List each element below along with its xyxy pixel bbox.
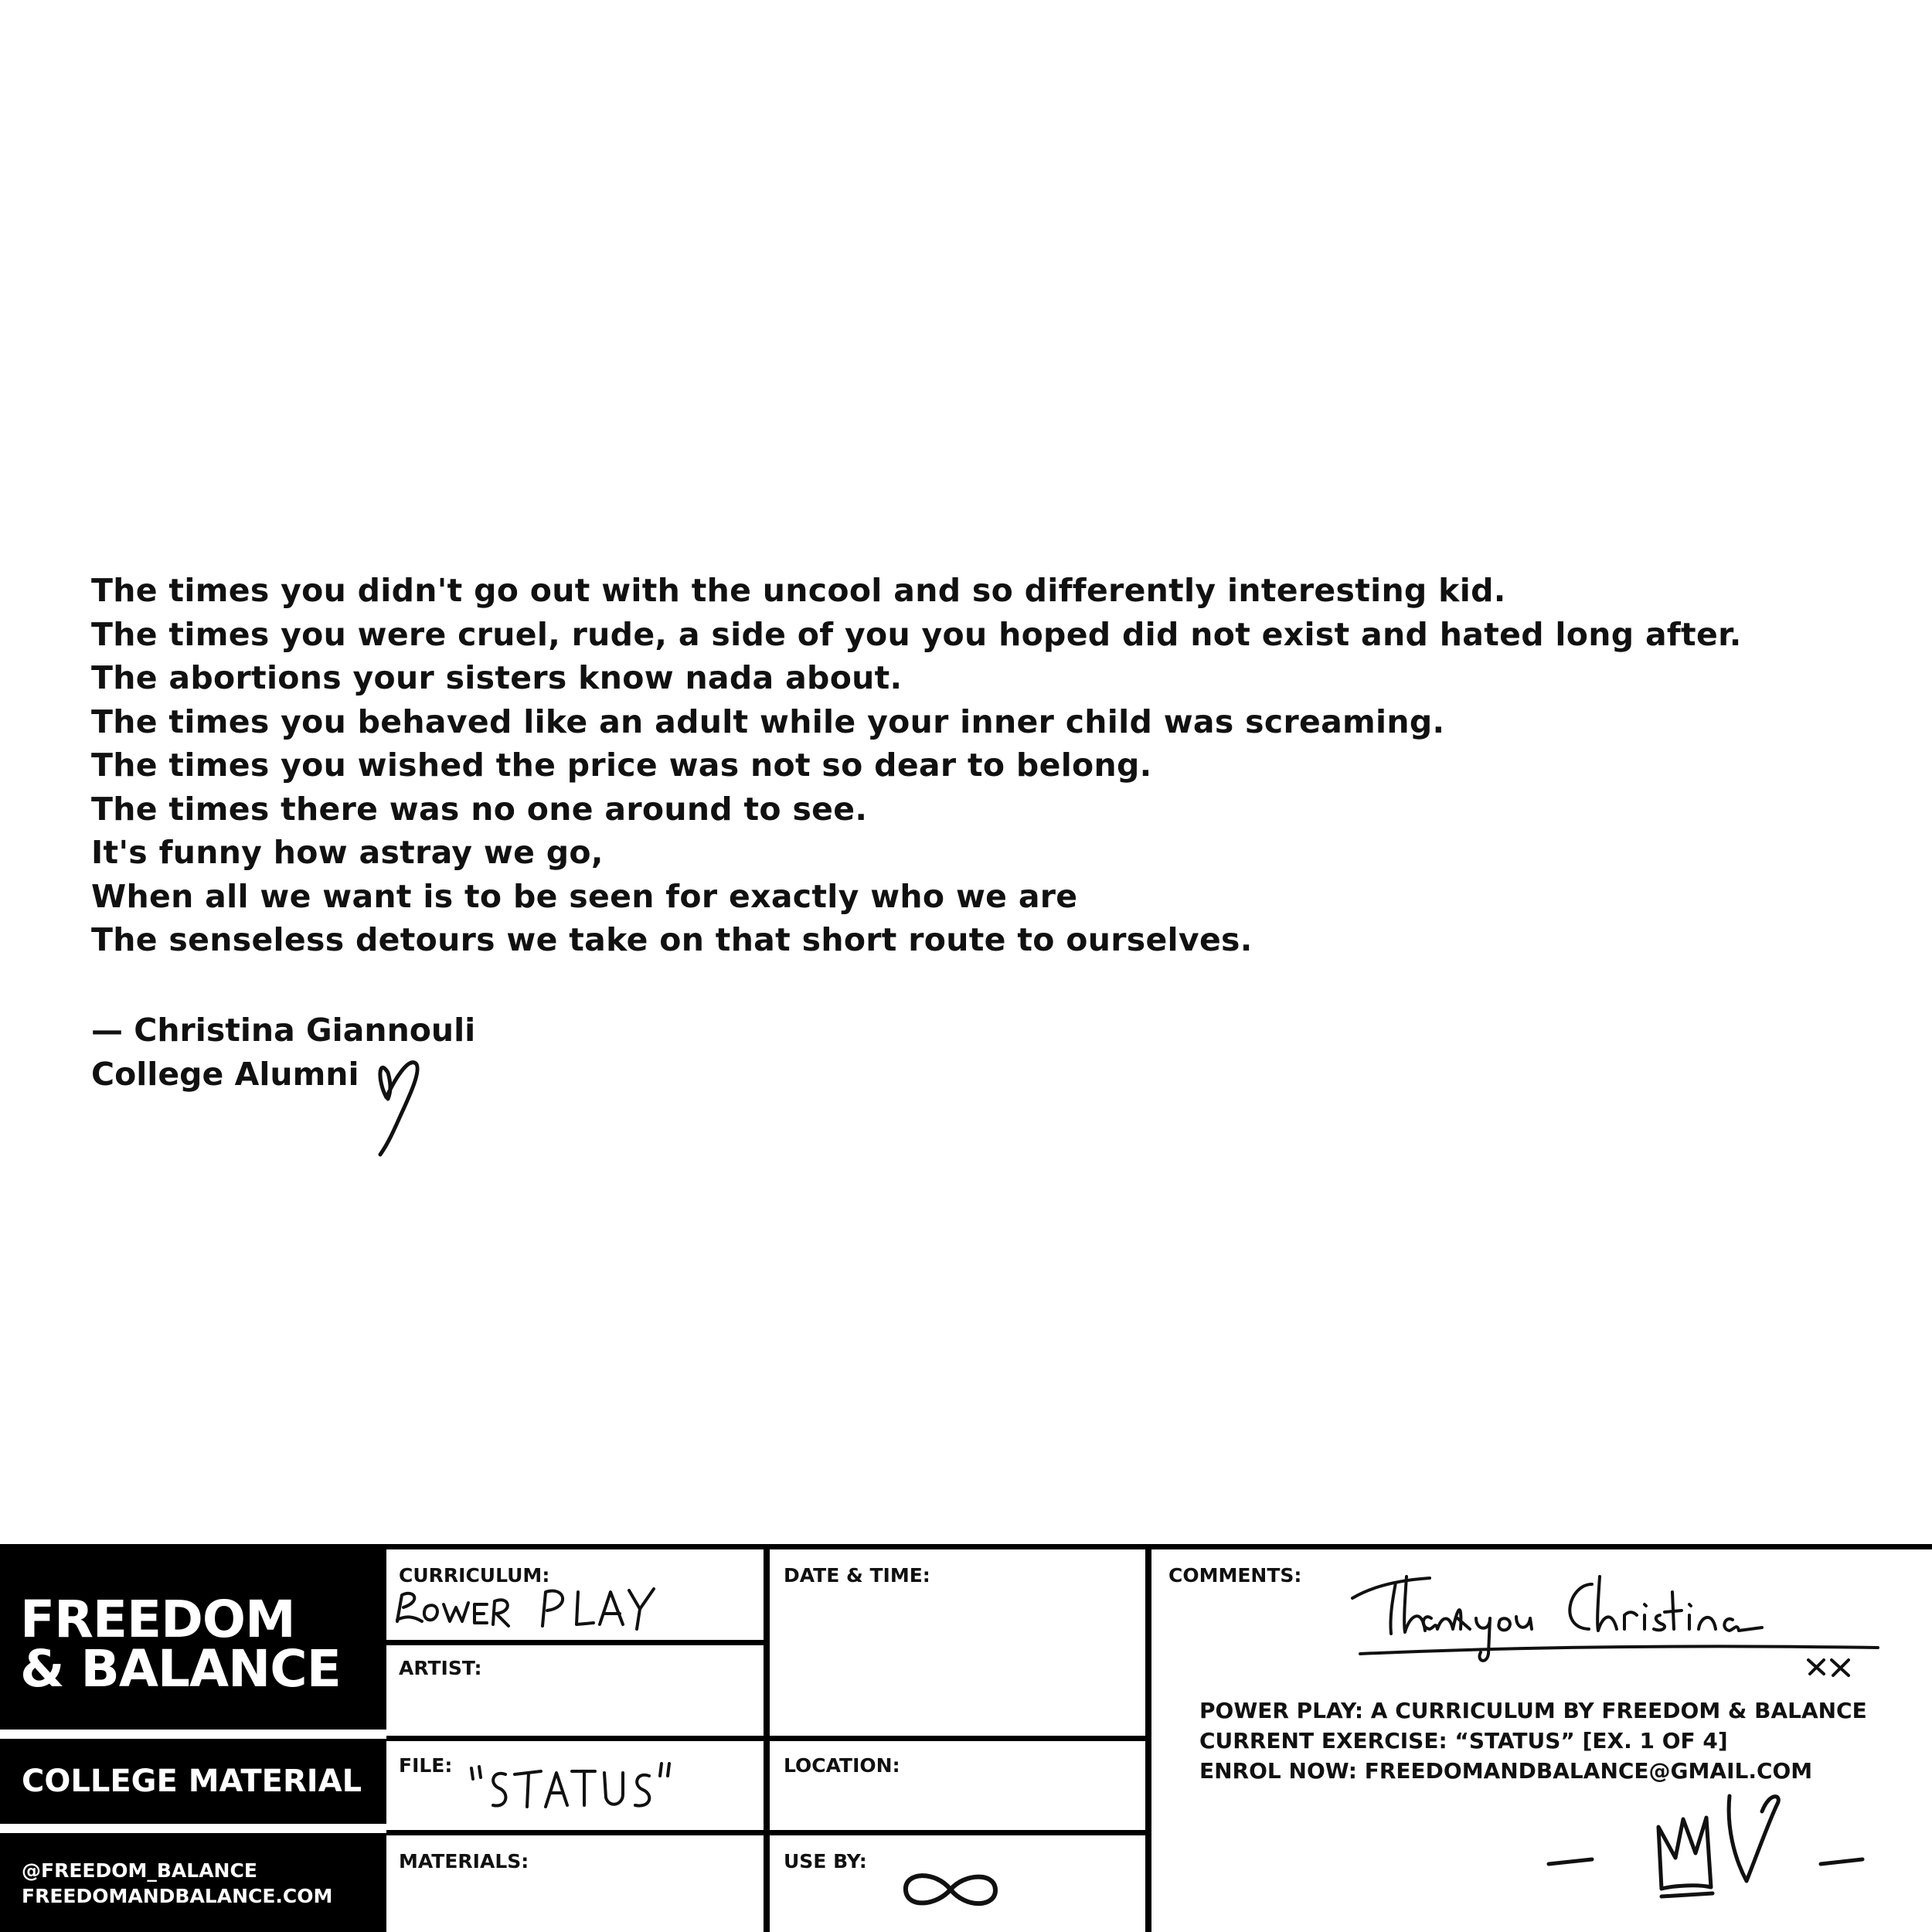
footer-form (0, 1544, 1932, 1932)
location-label: LOCATION: (784, 1754, 900, 1777)
logo-block (0, 1544, 386, 1730)
file-label: FILE: (399, 1754, 453, 1777)
comments-label: COMMENTS: (1168, 1564, 1302, 1587)
website-link: FREEDOMANDBALANCE.COM (22, 1885, 333, 1907)
info-line: ENROL NOW: FREEDOMANDBALANCE@GMAIL.COM (1199, 1758, 1813, 1784)
comments-handwriting (1345, 1561, 1886, 1685)
social-handle: @FREEDOM_BALANCE (22, 1859, 257, 1882)
poem-line: The times you wished the price was not so dear to belong. (91, 747, 1152, 784)
logo-line: & BALANCE (20, 1639, 341, 1699)
poem-line: It's funny how astray we go, (91, 834, 604, 871)
info-line: POWER PLAY: A CURRICULUM BY FREEDOM & BALANCE (1199, 1698, 1867, 1723)
poem-line: The times there was no one around to see. (91, 790, 868, 828)
poem-line: The times you were cruel, rude, a side of you you hoped did not exist and hated long after. (91, 615, 1742, 653)
materials-label: MATERIALS: (399, 1850, 529, 1872)
heart-icon (371, 1049, 433, 1158)
contact-info (22, 1858, 332, 1909)
curriculum-handwriting (391, 1581, 731, 1635)
poem-line: The times you behaved like an adult while your inner child was screaming. (91, 702, 1445, 740)
contact-block (0, 1833, 386, 1932)
divider (386, 1830, 1151, 1835)
section-block (0, 1739, 386, 1824)
info-line: CURRENT EXERCISE: “STATUS” [EX. 1 OF 4] (1199, 1728, 1728, 1753)
brand-logo (20, 1590, 341, 1699)
section-title: COLLEGE MATERIAL (22, 1764, 362, 1799)
file-handwriting (464, 1754, 696, 1816)
logo-line: FREEDOM (20, 1590, 295, 1649)
author-name: — Christina Giannouli (91, 1012, 476, 1049)
divider (386, 1736, 1151, 1741)
poem-line: The senseless detours we take on that short route to ourselves. (91, 921, 1253, 958)
crown-signature-icon (1546, 1773, 1870, 1927)
curriculum-label: CURRICULUM: (399, 1564, 550, 1587)
poem-text (91, 569, 1742, 962)
poem-line: The abortions your sisters know nada about. (91, 659, 903, 696)
infinity-icon (896, 1862, 1005, 1917)
divider (386, 1640, 765, 1645)
datetime-label: DATE & TIME: (784, 1564, 930, 1587)
author-role: College Alumni (91, 1056, 359, 1093)
artist-label: ARTIST: (399, 1657, 482, 1679)
poem-line: The times you didn't go out with the uncool and so differently interesting kid. (91, 572, 1506, 609)
poem-line: When all we want is to be seen for exactly who we are (91, 877, 1078, 915)
useby-label: USE BY: (784, 1850, 867, 1872)
